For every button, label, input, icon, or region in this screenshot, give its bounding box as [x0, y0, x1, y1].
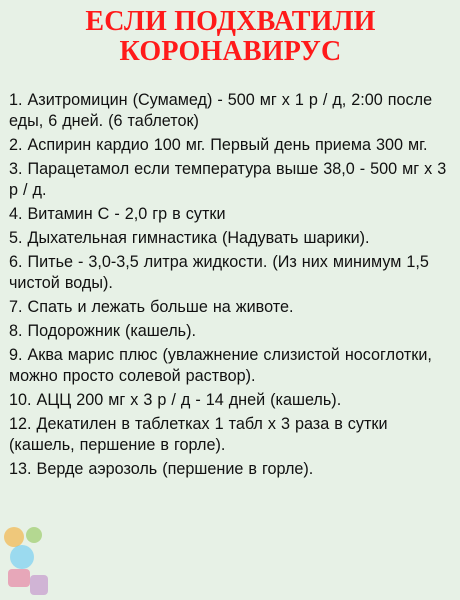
- watermark-dot-orange: [4, 527, 24, 547]
- item-text: Аква марис плюс (увлажнение слизистой носоглотки, можно просто солевой раствор).: [9, 346, 432, 385]
- item-number: 5.: [9, 229, 28, 247]
- item-text: Аспирин кардио 100 мг. Первый день приема 300 мг.: [27, 136, 428, 154]
- watermark-logo: [0, 523, 64, 600]
- item-number: 8.: [9, 322, 28, 340]
- item-number: 7.: [9, 298, 28, 316]
- watermark-dot-green: [26, 527, 42, 543]
- item-text: АЦЦ 200 мг х 3 р / д - 14 дней (кашель).: [36, 391, 342, 409]
- item-text: Верде аэрозоль (першение в горле).: [36, 460, 314, 478]
- list-item: [9, 345, 452, 387]
- item-text: Подорожник (кашель).: [27, 322, 196, 340]
- list-item: [9, 159, 452, 201]
- list-item: [9, 414, 452, 456]
- title-line-2: КОРОНАВИРУС: [119, 36, 342, 67]
- item-text: Азитромицин (Сумамед) - 500 мг х 1 р / д, 2:00 после еды, 6 дней. (6 таблеток): [9, 91, 433, 130]
- item-text: Декатилен в таблетках 1 табл х 3 раза в сутки (кашель, першение в горле).: [9, 415, 388, 454]
- item-text: Дыхательная гимнастика (Надувать шарики).: [27, 229, 370, 247]
- item-text: Спать и лежать больше на животе.: [27, 298, 294, 316]
- page-title: [9, 0, 452, 67]
- list-item: [9, 204, 452, 225]
- list-item: [9, 390, 452, 411]
- list-item: [9, 135, 452, 156]
- item-number: 10.: [9, 391, 37, 409]
- item-text: Питье - 3,0-3,5 литра жидкости. (Из них минимум 1,5 чистой воды).: [9, 253, 429, 292]
- item-number: 4.: [9, 205, 28, 223]
- list-item: [9, 252, 452, 294]
- item-number: 6.: [9, 253, 28, 271]
- item-number: 9.: [9, 346, 28, 364]
- title-line-1: ЕСЛИ ПОДХВАТИЛИ: [85, 6, 376, 37]
- list-item: [9, 459, 452, 480]
- item-number: 1.: [9, 91, 28, 109]
- instructions-list: [9, 90, 452, 480]
- item-number: 12.: [9, 415, 37, 433]
- item-text: Витамин С - 2,0 гр в сутки: [27, 205, 226, 223]
- list-item: [9, 228, 452, 249]
- watermark-dot-blue: [10, 545, 34, 569]
- list-item: [9, 297, 452, 318]
- watermark-block-purple: [30, 575, 48, 595]
- watermark-block-pink: [8, 569, 30, 587]
- item-number: 13.: [9, 460, 37, 478]
- list-item: [9, 321, 452, 342]
- list-item: [9, 90, 452, 132]
- item-number: 2.: [9, 136, 28, 154]
- item-number: 3.: [9, 160, 28, 178]
- item-text: Парацетамол если температура выше 38,0 - 500 мг х 3 р / д.: [9, 160, 447, 199]
